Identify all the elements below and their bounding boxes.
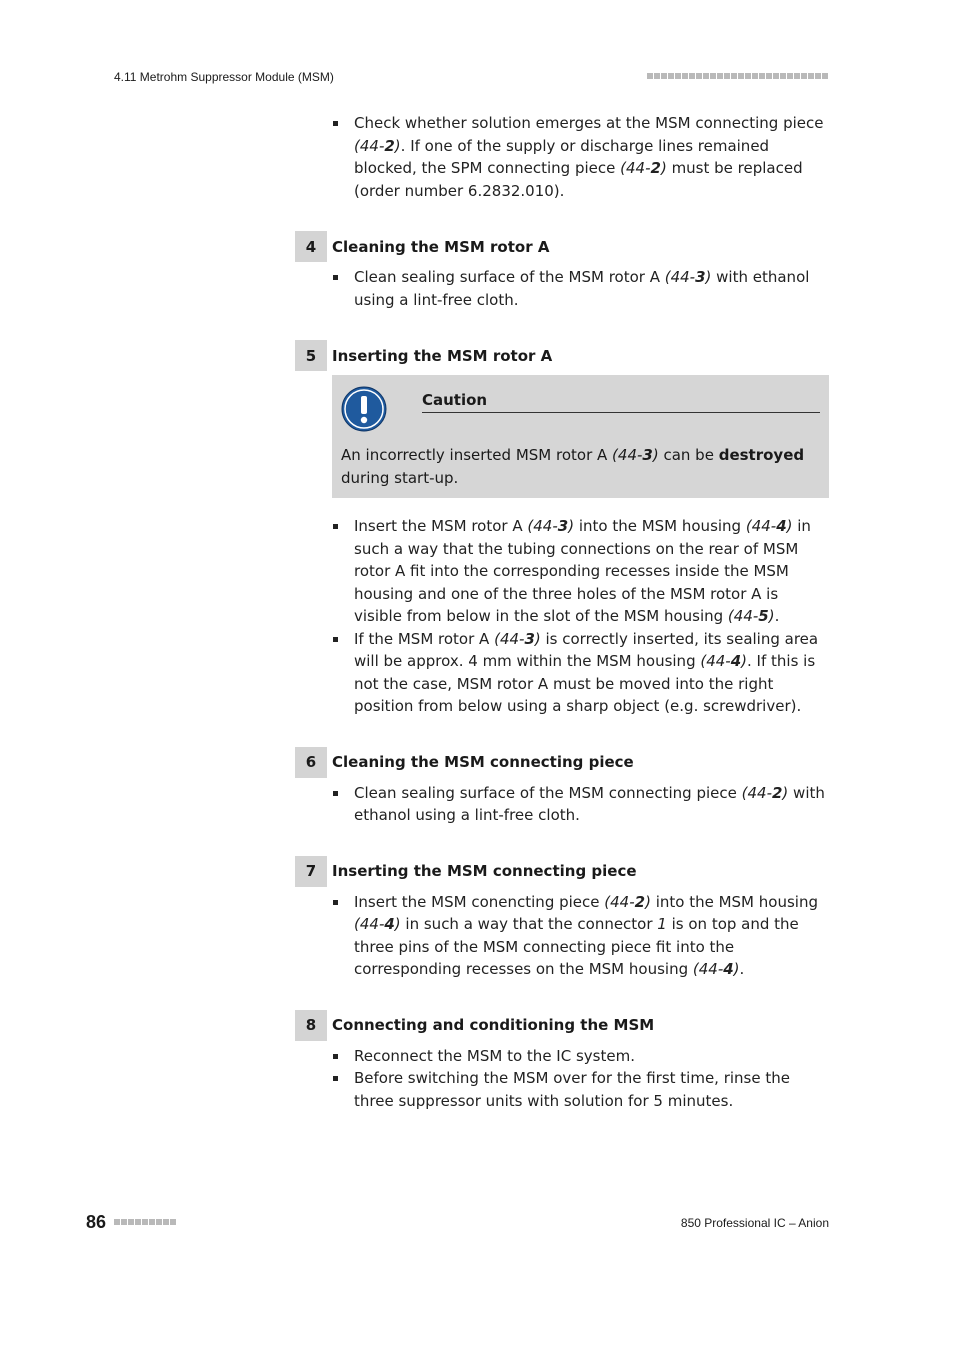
step-number: 5 xyxy=(295,340,327,371)
running-footer: 850 Professional IC – Anion xyxy=(680,1216,829,1230)
step-number: 7 xyxy=(295,856,327,887)
running-header: 4.11 Metrohm Suppressor Module (MSM) xyxy=(114,70,334,84)
step-number: 4 xyxy=(295,231,327,262)
step-number: 6 xyxy=(295,747,327,778)
step-8-list xyxy=(295,1045,829,1113)
page-content xyxy=(295,112,829,1112)
step-8-heading xyxy=(295,1010,829,1041)
list-item: Insert the MSM conencting piece (44-2) into the MSM housing (44-4) in such a way that the connector 1 is on top and the three pins of the MSM connecting piece fit into the corresponding recesses on the MSM housing (44-4). xyxy=(354,891,829,981)
caution-title: Caution xyxy=(422,385,820,413)
list-item: Reconnect the MSM to the IC system. xyxy=(354,1045,829,1068)
step-title: Cleaning the MSM rotor A xyxy=(332,237,550,256)
list-item: Clean sealing surface of the MSM rotor A (44-3) with ethanol using a lint-free cloth. xyxy=(354,266,829,311)
step-4-heading xyxy=(295,231,829,262)
step-title: Connecting and conditioning the MSM xyxy=(332,1016,655,1034)
list-item: Clean sealing surface of the MSM connecting piece (44-2) with ethanol using a lint-free cloth. xyxy=(354,782,829,827)
step-title: Inserting the MSM connecting piece xyxy=(332,862,637,880)
footer-decoration xyxy=(114,1219,176,1225)
step-6-list xyxy=(295,782,829,827)
step-7-list xyxy=(295,891,829,981)
caution-text: An incorrectly inserted MSM rotor A (44-3) can be destroyed during start-up. xyxy=(341,446,805,487)
step-number: 8 xyxy=(295,1010,327,1041)
caution-box xyxy=(332,375,829,498)
step-4-list xyxy=(295,266,829,311)
step-5-heading xyxy=(295,340,829,371)
exclamation-icon xyxy=(341,386,387,432)
page-number: 86 xyxy=(86,1212,107,1232)
list-item: Check whether solution emerges at the MSM connecting piece (44-2). If one of the supply or discharge lines remained blocked, the SPM connecting piece (44-2) must be replaced (order number 6.2832.010). xyxy=(354,112,829,202)
list-item: Insert the MSM rotor A (44-3) into the MSM housing (44-4) in such a way that the tubing connections on the rear of MSM rotor A fit into the corresponding recesses inside the MSM housing and one of the three holes of the MSM rotor A is visible from below in the slot of the MSM housing (44-5). xyxy=(354,515,829,628)
list-item: Before switching the MSM over for the first time, rinse the three suppressor units with solution for 5 minutes. xyxy=(354,1067,829,1112)
step-6-heading xyxy=(295,747,829,778)
step-5-list xyxy=(295,515,829,718)
step-title: Cleaning the MSM connecting piece xyxy=(332,753,634,771)
list-item: If the MSM rotor A (44-3) is correctly inserted, its sealing area will be approx. 4 mm within the MSM housing (44-4). If this is not the case, MSM rotor A must be moved into the right position from below using a sharp object (e.g. screwdriver). xyxy=(354,628,829,718)
step-7-heading xyxy=(295,856,829,887)
step-title: Inserting the MSM rotor A xyxy=(332,346,553,365)
header-decoration xyxy=(647,73,828,79)
intro-list xyxy=(295,112,829,202)
